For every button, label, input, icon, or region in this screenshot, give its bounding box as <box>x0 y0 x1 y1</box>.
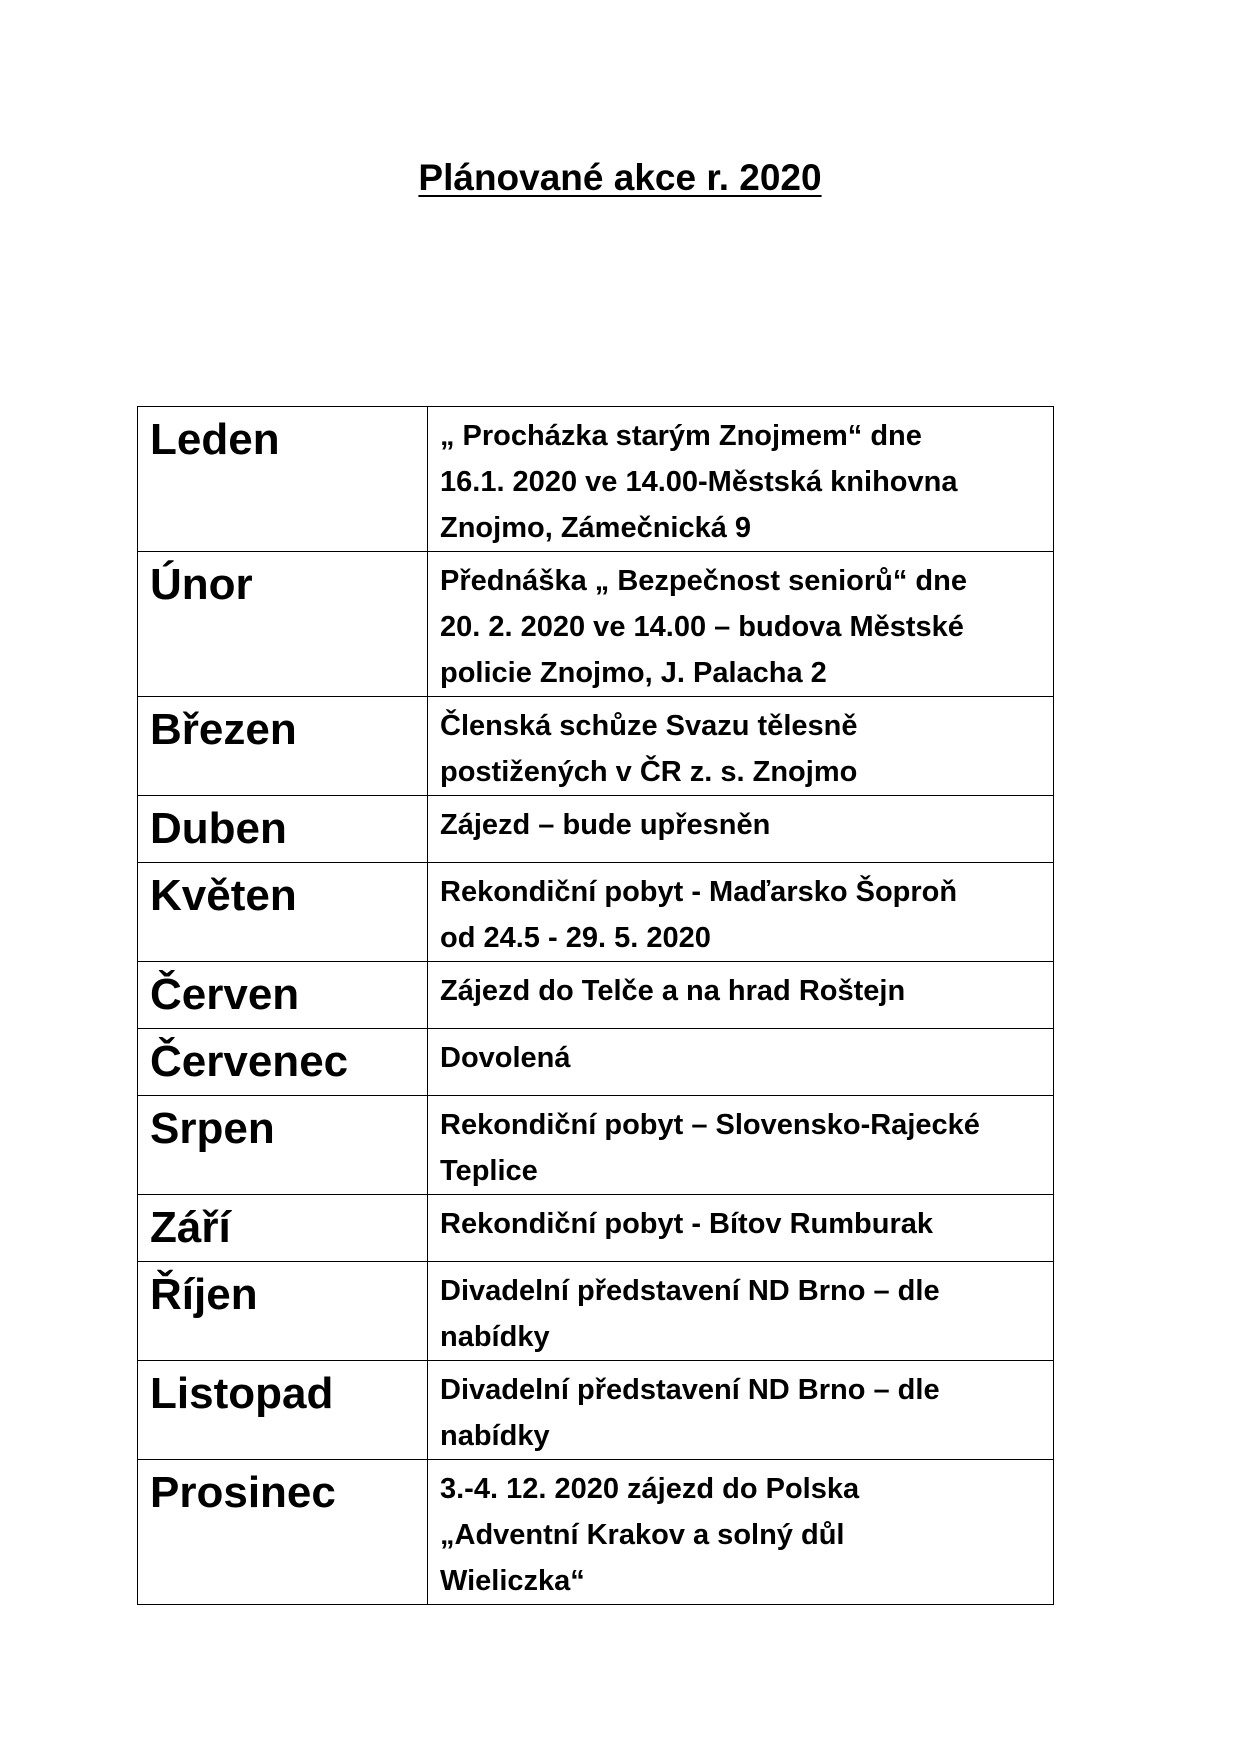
event-description-cell <box>428 1361 1054 1460</box>
table-row <box>138 863 1054 962</box>
event-description-line: Členská schůze Svazu tělesně <box>440 710 858 742</box>
event-description-line: Dovolená <box>440 1042 571 1074</box>
month-cell: Leden <box>138 407 428 552</box>
table-row <box>138 1361 1054 1460</box>
event-description-cell <box>428 552 1054 697</box>
month-cell: Květen <box>138 863 428 962</box>
event-description-line: „ Procházka starým Znojmem“ dne <box>440 420 922 452</box>
event-description-line: od 24.5 - 29. 5. 2020 <box>440 922 711 954</box>
events-table <box>137 406 1054 1605</box>
month-cell: Listopad <box>138 1361 428 1460</box>
month-cell: Srpen <box>138 1096 428 1195</box>
event-description-cell <box>428 1029 1054 1096</box>
table-row <box>138 1195 1054 1262</box>
event-description-line: 16.1. 2020 ve 14.00-Městská knihovna <box>440 466 958 498</box>
event-description-cell <box>428 1460 1054 1605</box>
table-row <box>138 1096 1054 1195</box>
event-description-line: 3.-4. 12. 2020 zájezd do Polska <box>440 1473 860 1505</box>
events-table-body <box>138 407 1054 1605</box>
event-description-line: Rekondiční pobyt - Bítov Rumburak <box>440 1208 934 1240</box>
event-description-line: 20. 2. 2020 ve 14.00 – budova Městské <box>440 611 964 643</box>
event-description-cell <box>428 697 1054 796</box>
event-description-line: Divadelní představení ND Brno – dle <box>440 1275 940 1307</box>
month-cell: Září <box>138 1195 428 1262</box>
event-description-line: nabídky <box>440 1321 550 1353</box>
event-description-line: „Adventní Krakov a solný důl <box>440 1519 845 1551</box>
month-cell: Červen <box>138 962 428 1029</box>
event-description-line: Zájezd – bude upřesněn <box>440 809 771 841</box>
event-description-line: Rekondiční pobyt - Maďarsko Šoproň <box>440 876 958 908</box>
month-cell: Červenec <box>138 1029 428 1096</box>
event-description-cell <box>428 1262 1054 1361</box>
month-cell: Říjen <box>138 1262 428 1361</box>
event-description-line: postižených v ČR z. s. Znojmo <box>440 756 858 788</box>
event-description-cell <box>428 796 1054 863</box>
event-description-cell <box>428 1195 1054 1262</box>
event-description-cell <box>428 962 1054 1029</box>
table-row <box>138 1262 1054 1361</box>
table-row <box>138 697 1054 796</box>
month-cell: Březen <box>138 697 428 796</box>
event-description-cell <box>428 407 1054 552</box>
table-row <box>138 962 1054 1029</box>
event-description-line: Wieliczka“ <box>440 1565 585 1597</box>
event-description-line: Rekondiční pobyt – Slovensko-Rajecké <box>440 1109 980 1141</box>
event-description-line: Divadelní představení ND Brno – dle <box>440 1374 940 1406</box>
event-description-line: Přednáška „ Bezpečnost seniorů“ dne <box>440 565 967 597</box>
event-description-line: policie Znojmo, J. Palacha 2 <box>440 657 827 689</box>
table-row <box>138 1029 1054 1096</box>
event-description-cell <box>428 863 1054 962</box>
table-row <box>138 407 1054 552</box>
table-row <box>138 1460 1054 1605</box>
month-cell: Únor <box>138 552 428 697</box>
event-description-cell <box>428 1096 1054 1195</box>
event-description-line: Teplice <box>440 1155 538 1187</box>
table-row <box>138 552 1054 697</box>
month-cell: Prosinec <box>138 1460 428 1605</box>
page-title: Plánované akce r. 2020 <box>418 157 822 198</box>
event-description-line: Zájezd do Telče a na hrad Roštejn <box>440 975 906 1007</box>
month-cell: Duben <box>138 796 428 863</box>
event-description-line: nabídky <box>440 1420 550 1452</box>
table-row <box>138 796 1054 863</box>
event-description-line: Znojmo, Zámečnická 9 <box>440 512 752 544</box>
